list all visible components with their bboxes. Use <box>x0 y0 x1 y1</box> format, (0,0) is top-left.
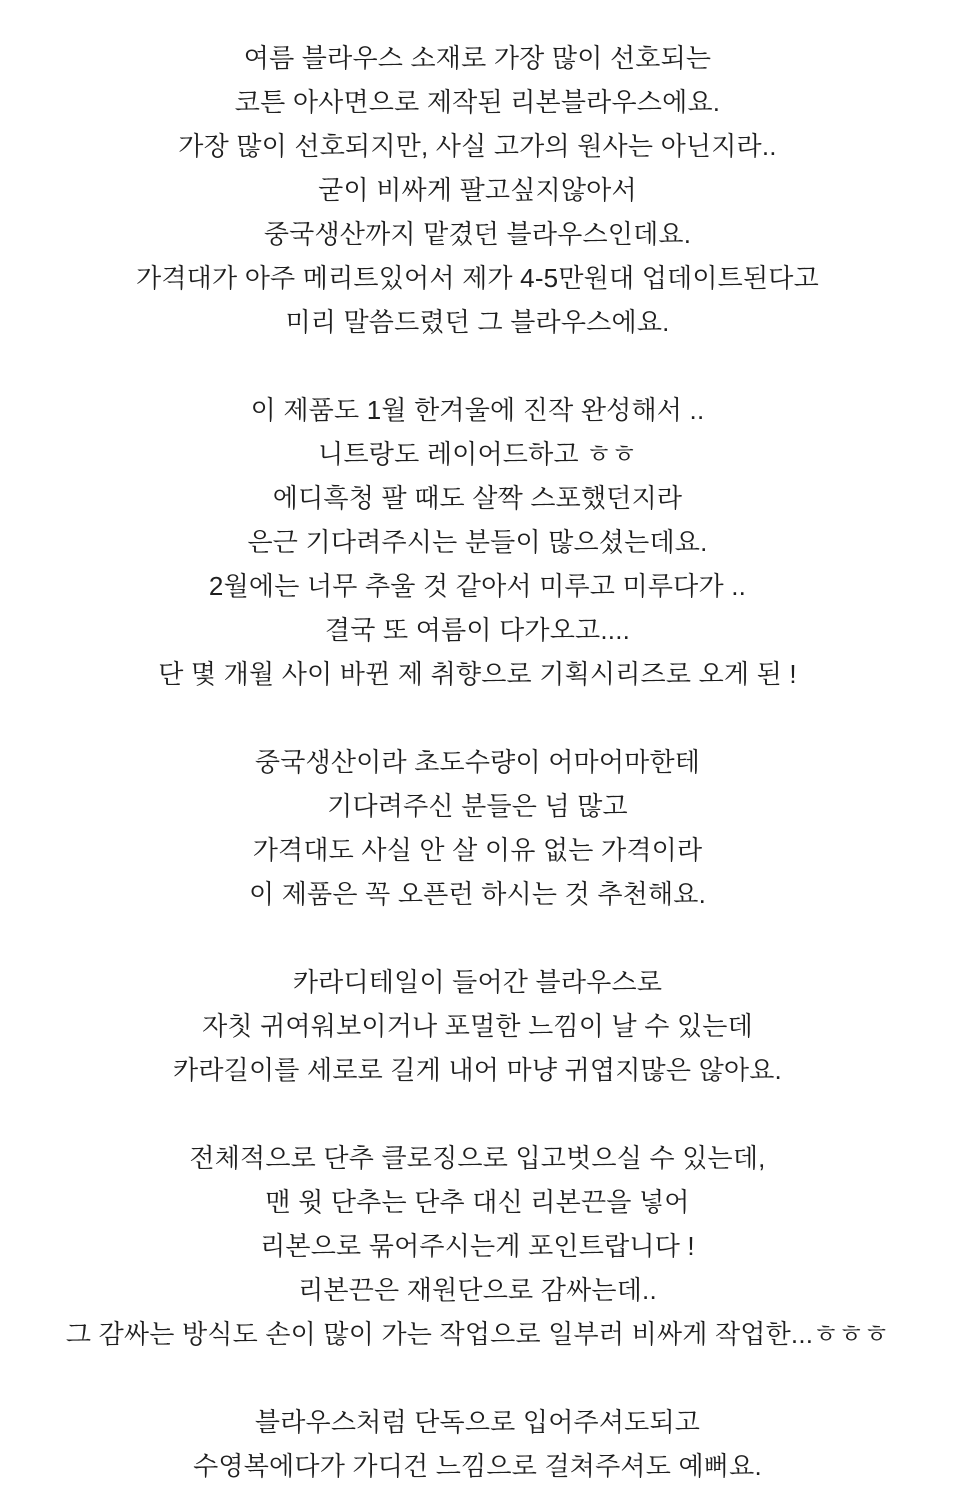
text-line: 이 제품은 꼭 오픈런 하시는 것 추천해요. <box>248 879 707 909</box>
text-line: 은근 기다려주시는 분들이 많으셨는데요. <box>247 527 708 557</box>
text-line: 블라우스처럼 단독으로 입어주셔도되고 <box>254 1407 701 1437</box>
text-line: 2월에는 너무 추울 것 같아서 미루고 미루다가 .. <box>208 571 747 601</box>
paragraph <box>0 1400 955 1488</box>
text-line: 이 제품도 1월 한겨울에 진작 완성해서 .. <box>250 395 705 425</box>
text-line: 가격대가 아주 메리트있어서 제가 4-5만원대 업데이트된다고 <box>136 263 819 293</box>
text-line: 중국생산이라 초도수량이 어마어마한테 <box>254 747 701 777</box>
text-line: 기다려주신 분들은 넘 많고 <box>327 791 628 821</box>
text-line: 자칫 귀여워보이거나 포멀한 느낌이 날 수 있는데 <box>202 1011 753 1041</box>
paragraph <box>0 388 955 696</box>
paragraph <box>0 960 955 1092</box>
text-line: 맨 윗 단추는 단추 대신 리본끈을 넣어 <box>265 1187 690 1217</box>
text-line: 단 몇 개월 사이 바뀐 제 취향으로 기획시리즈로 오게 된 ! <box>158 659 797 689</box>
text-line: 그 감싸는 방식도 손이 많이 가는 작업으로 일부러 비싸게 작업한...ㅎㅎㅎ <box>65 1319 890 1349</box>
text-line: 니트랑도 레이어드하고 ㅎㅎ <box>318 439 637 469</box>
text-line: 수영복에다가 가디건 느낌으로 걸쳐주셔도 예뻐요. <box>193 1451 762 1481</box>
text-line: 전체적으로 단추 클로징으로 입고벗으실 수 있는데, <box>189 1143 766 1173</box>
text-line: 가격대도 사실 안 살 이유 없는 가격이라 <box>252 835 703 865</box>
text-line: 리본으로 묶어주시는게 포인트랍니다 ! <box>260 1231 695 1261</box>
text-line: 여름 블라우스 소재로 가장 많이 선호되는 <box>243 43 712 73</box>
paragraph <box>0 1136 955 1356</box>
text-line: 리본끈은 재원단으로 감싸는데.. <box>298 1275 657 1305</box>
paragraph <box>0 740 955 916</box>
text-line: 코튼 아사면으로 제작된 리본블라우스에요. <box>234 87 721 117</box>
text-line: 굳이 비싸게 팔고싶지않아서 <box>318 175 637 205</box>
text-line: 에디흑청 팔 때도 살짝 스포했던지라 <box>272 483 683 513</box>
document-body <box>0 36 955 1488</box>
text-line: 가장 많이 선호되지만, 사실 고가의 원사는 아닌지라.. <box>178 131 777 161</box>
text-line: 카라디테일이 들어간 블라우스로 <box>292 967 663 997</box>
text-line: 중국생산까지 맡겼던 블라우스인데요. <box>263 219 692 249</box>
text-line: 결국 또 여름이 다가오고.... <box>324 615 631 645</box>
paragraph <box>0 36 955 344</box>
text-line: 카라길이를 세로로 길게 내어 마냥 귀엽지많은 않아요. <box>173 1055 782 1085</box>
text-line: 미리 말씀드렸던 그 블라우스에요. <box>285 307 670 337</box>
